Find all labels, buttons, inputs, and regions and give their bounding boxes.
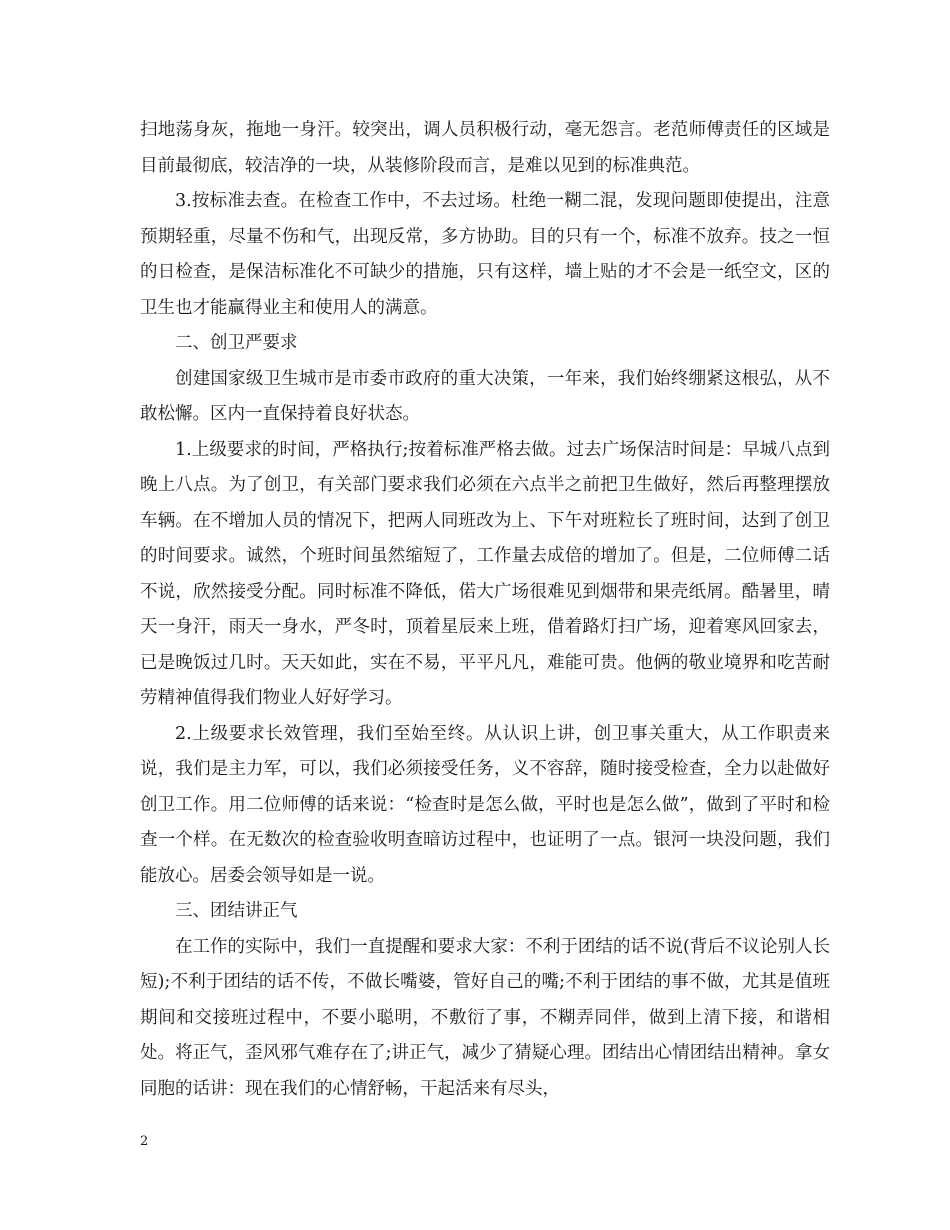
section-heading-3: 三、团结讲正气 [175, 901, 298, 921]
paragraph-item-2: 2.上级要求长效管理，我们至始至终。从认识上讲，创卫事关重大，从工作职责来说，我们是主力军，可以，我们必须接受任务，义不容辞，随时接受检查，全力以赴做好创卫工作。用二位师傅的话来说：“检查时是怎么做，平时也是怎么做”，做到了平时和检查一个样。在无数次的检查验收明查暗访过程中，也证明了一点。银河一块没问题，我们能放心。居委会领导如是一说。 [140, 723, 830, 886]
paragraph-section-3-body: 在工作的实际中，我们一直提醒和要求大家：不利于团结的话不说(背后不议论别人长短);不利于团结的话不传，不做长嘴婆，管好自己的嘴;不利于团结的事不做，尤其是值班期间和交接班过程中，不要小聪明，不敷衍了事，不糊弄同伴，做到上清下接，和谐相处。将正气，歪风邪气难存在了;讲正气，减少了猜疑心理。团结出心情团结出精神。拿女同胞的话讲：现在我们的心情舒畅，干起活来有尽头， [140, 936, 830, 1099]
section-heading-2: 二、创卫严要求 [175, 333, 298, 353]
paragraph-section-2-intro: 创建国家级卫生城市是市委市政府的重大决策，一年来，我们始终绷紧这根弘，从不敢松懈。区内一直保持着良好状态。 [140, 368, 830, 424]
document-body [140, 113, 830, 1107]
paragraph-item-1: 1.上级要求的时间，严格执行;按着标准严格去做。过去广场保洁时间是：早城八点到晚上八点。为了创卫，有关部门要求我们必须在六点半之前把卫生做好，然后再整理摆放车辆。在不增加人员的情况下，把两人同班改为上、下午对班粒长了班时间，达到了创卫的时间要求。诚然，个班时间虽然缩短了，工作量去成倍的增加了。但是，二位师傅二话不说，欣然接受分配。同时标准不降低，偌大广场很难见到烟带和果壳纸屑。酷暑里，晴天一身汗，雨天一身水，严冬时，顶着星辰来上班，借着路灯扫广场，迎着寒风回家去，已是晚饭过几时。天天如此，实在不易，平平凡凡，难能可贵。他俩的敬业境界和吃苦耐劳精神值得我们物业人好好学习。 [140, 439, 830, 708]
paragraph-item-3: 3.按标准去查。在检查工作中，不去过场。杜绝一糊二混，发现问题即使提出，注意预期轻重，尽量不伤和气，出现反常，多方协助。目的只有一个，标准不放弃。技之一恒的日检查，是保洁标准化不可缺少的措施，只有这样，墙上贴的才不会是一纸空文，区的卫生也才能赢得业主和使用人的满意。 [140, 191, 830, 318]
paragraph-continuation: 扫地荡身灰，拖地一身汗。较突出，调人员积极行动，毫无怨言。老范师傅责任的区域是目前最彻底，较洁净的一块，从装修阶段而言，是难以见到的标准典范。 [140, 120, 830, 176]
page-number: 2 [140, 1134, 149, 1149]
